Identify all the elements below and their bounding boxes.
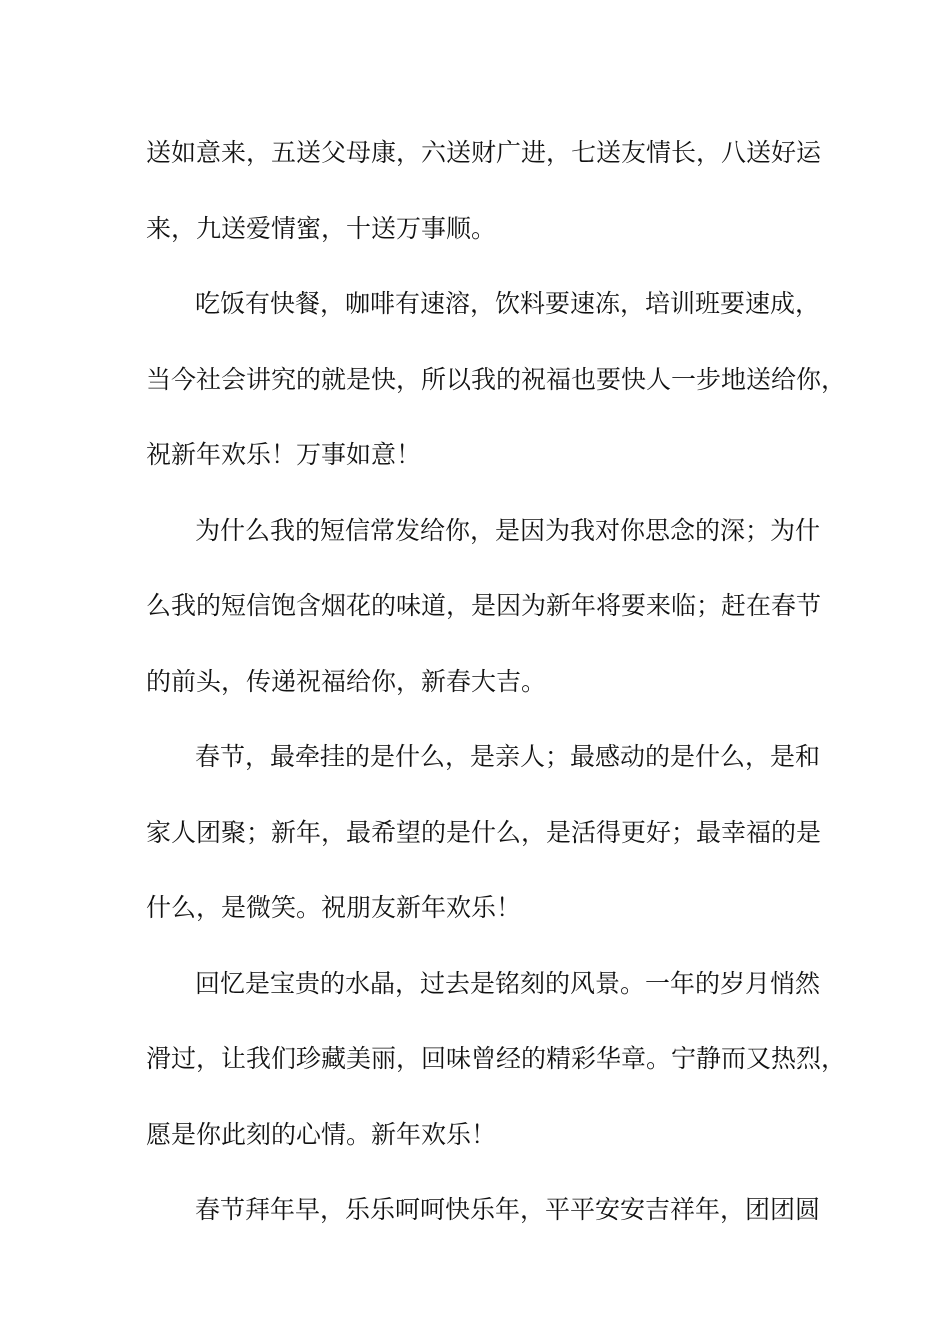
paragraph-first-line: 回忆是宝贵的水晶，过去是铭刻的风景。一年的岁月悄然 [195, 968, 821, 998]
paragraph-first-line: 春节拜年早，乐乐呵呵快乐年，平平安安吉祥年，团团圆 [195, 1195, 821, 1224]
text-line: 滑过，让我们珍藏美丽，回味曾经的精彩华章。宁静而又热烈， [146, 1044, 847, 1073]
text-line: 来，九送爱情蜜，十送万事顺。 [146, 213, 497, 243]
document-body [146, 128, 847, 1261]
paragraph-first-line: 为什么我的短信常发给你，是因为我对你思念的深；为什 [195, 515, 821, 545]
text-line: 什么，是微笑。祝朋友新年欢乐！ [146, 893, 522, 922]
text-line: 的前头，传递祝福给你，新春大吉。 [146, 666, 547, 696]
paragraph-first-line: 春节，最牵挂的是什么，是亲人；最感动的是什么，是和 [195, 742, 821, 771]
text-line: 家人团聚；新年，最希望的是什么，是活得更好；最幸福的是 [146, 817, 822, 847]
text-line: 当今社会讲究的就是快，所以我的祝福也要快人一步地送给你， [146, 364, 847, 394]
text-line: 祝新年欢乐！万事如意！ [146, 440, 422, 469]
paragraph-first-line: 吃饭有快餐，咖啡有速溶，饮料要速冻，培训班要速成， [195, 289, 821, 318]
text-line: 送如意来，五送父母康，六送财广进，七送友情长，八送好运 [146, 138, 822, 167]
text-line: 愿是你此刻的心情。新年欢乐！ [146, 1119, 497, 1149]
text-line: 么我的短信饱含烟花的味道，是因为新年将要来临；赶在春节 [146, 591, 822, 620]
